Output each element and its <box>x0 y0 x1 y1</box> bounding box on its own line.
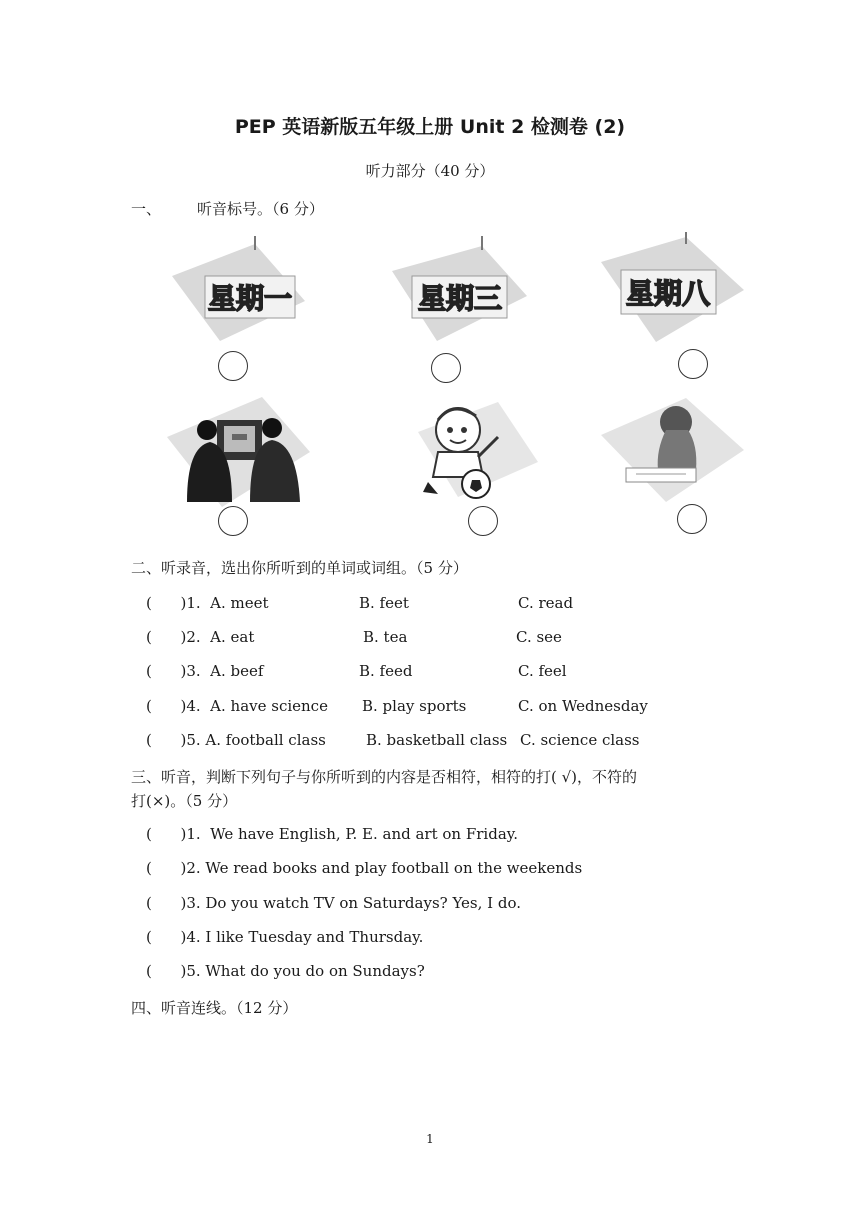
choice-question-4 <box>146 697 786 717</box>
choice-question-1 <box>146 594 786 614</box>
page-title: PEP 英语新版五年级上册 Unit 2 检测卷 (2) <box>234 116 626 138</box>
playing-football-picture <box>398 392 548 512</box>
section-4-heading: 四、听音连线。（12 分） <box>131 999 298 1017</box>
true-false-item-1[interactable]: ( )1. We have English, P. E. and art on Friday. <box>146 825 519 843</box>
choice-1-option-a[interactable]: ( )1. A. meet <box>146 594 269 612</box>
choice-1-option-c[interactable]: C. read <box>518 594 574 612</box>
day-sign-picture-3 <box>596 232 746 352</box>
day-sign-text-1: 星期一 <box>207 282 293 315</box>
true-false-item-3[interactable]: ( )3. Do you watch TV on Saturdays? Yes, I do. <box>146 894 521 912</box>
choice-4-option-a[interactable]: ( )4. A. have science <box>146 697 328 715</box>
section-3-heading-line-1: 三、听音，判断下列句子与你所听到的内容是否相符，相符的打( √)，不符的 <box>131 768 638 786</box>
answer-circle-1[interactable] <box>218 351 248 381</box>
day-sign-picture-2 <box>382 236 532 356</box>
choice-2-option-c[interactable]: C. see <box>516 628 562 646</box>
section-1-heading <box>131 198 324 219</box>
choice-5-option-b[interactable]: B. basketball class <box>366 731 508 749</box>
true-false-item-4[interactable]: ( )4. I like Tuesday and Thursday. <box>146 928 424 946</box>
choice-question-3 <box>146 662 786 682</box>
answer-circle-5[interactable] <box>468 506 498 536</box>
choice-4-option-b[interactable]: B. play sports <box>362 697 467 715</box>
choice-2-option-b[interactable]: B. tea <box>363 628 408 646</box>
section-1-number: 一、 <box>131 200 162 218</box>
choice-5-option-a[interactable]: ( )5. A. football class <box>146 731 326 749</box>
choice-3-option-b[interactable]: B. feed <box>359 662 413 680</box>
listening-section-header: 听力部分（40 分） <box>365 162 495 180</box>
choice-3-option-c[interactable]: C. feel <box>518 662 567 680</box>
answer-circle-2[interactable] <box>431 353 461 383</box>
section-1-instruction: 听音标号。（6 分） <box>197 200 324 218</box>
choice-1-option-b[interactable]: B. feet <box>359 594 409 612</box>
true-false-item-2[interactable]: ( )2. We read books and play football on the weekends <box>146 859 583 877</box>
watching-tv-picture <box>162 392 312 512</box>
day-sign-text-2: 星期三 <box>417 282 503 315</box>
answer-circle-3[interactable] <box>678 349 708 379</box>
day-sign-text-3: 星期八 <box>625 277 711 310</box>
reading-book-picture <box>596 390 746 510</box>
section-2-heading: 二、听录音，选出你所听到的单词或词组。（5 分） <box>131 559 468 577</box>
true-false-item-5[interactable]: ( )5. What do you do on Sundays? <box>146 962 425 980</box>
choice-5-option-c[interactable]: C. science class <box>520 731 640 749</box>
answer-circle-6[interactable] <box>677 504 707 534</box>
choice-4-option-c[interactable]: C. on Wednesday <box>518 697 648 715</box>
choice-question-5 <box>146 731 786 751</box>
page-number: 1 <box>426 1132 434 1146</box>
choice-3-option-a[interactable]: ( )3. A. beef <box>146 662 264 680</box>
choice-question-2 <box>146 628 786 648</box>
day-sign-picture-1 <box>160 236 310 356</box>
section-3-heading-line-2: 打(×)。（5 分） <box>131 792 238 810</box>
choice-2-option-a[interactable]: ( )2. A. eat <box>146 628 255 646</box>
answer-circle-4[interactable] <box>218 506 248 536</box>
